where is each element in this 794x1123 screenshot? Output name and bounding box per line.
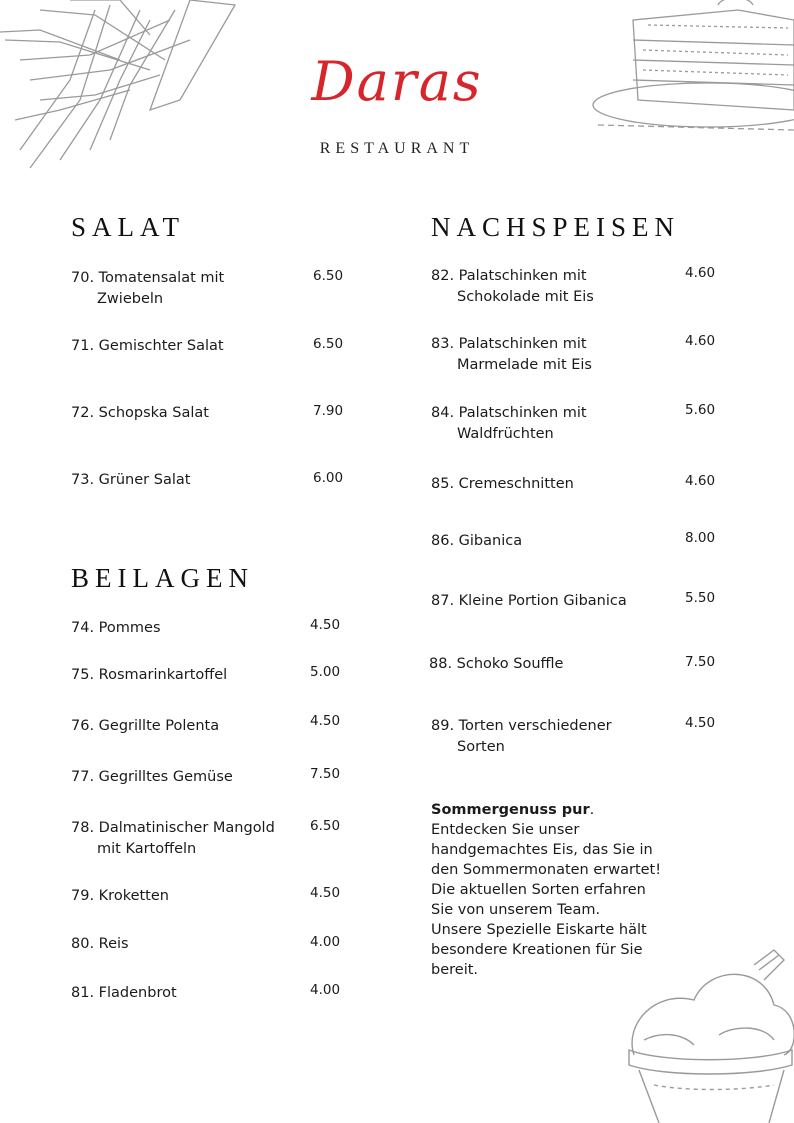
menu-item-price: 5.00	[310, 664, 341, 680]
note-line: bereit.	[431, 962, 479, 978]
menu-item-name: 82. Palatschinken mit	[431, 268, 587, 284]
menu-item-price: 4.00	[310, 982, 341, 998]
note-line: den Sommermonaten erwartet!	[431, 862, 662, 878]
section-title-salat: SALAT	[71, 212, 186, 242]
note-period: .	[589, 802, 595, 818]
menu-item-price: 4.00	[310, 934, 341, 950]
menu-item	[71, 336, 301, 357]
menu-item-name: 88. Schoko Souffle	[429, 656, 564, 672]
note-line: besondere Kreationen für Sie	[431, 942, 643, 958]
restaurant-logo: Daras	[311, 50, 483, 113]
menu-item	[71, 470, 301, 491]
menu-item-name: 79. Kroketten	[71, 888, 169, 904]
menu-item-name: 72. Schopska Salat	[71, 405, 209, 421]
menu-item-name: 70. Tomatensalat mit	[71, 270, 225, 286]
summer-note	[431, 800, 691, 980]
menu-item-name-line2: Zwiebeln	[97, 291, 164, 307]
menu-item-price: 4.50	[310, 617, 341, 633]
menu-item-name-line2: Waldfrüchten	[457, 426, 554, 442]
menu-item-name: 77. Gegrilltes Gemüse	[71, 769, 233, 785]
menu-item-price: 6.50	[313, 336, 344, 352]
menu-item	[429, 654, 674, 675]
menu-item	[431, 716, 676, 758]
menu-item-name-line2: mit Kartoffeln	[97, 841, 197, 857]
note-line: Unsere Spezielle Eiskarte hält	[431, 922, 647, 938]
menu-item	[71, 268, 301, 310]
note-bold: Sommergenuss pur	[431, 802, 590, 818]
menu-item-price: 4.50	[685, 715, 716, 731]
note-line: handgemachtes Eis, das Sie in	[431, 842, 653, 858]
menu-item	[71, 716, 301, 737]
restaurant-subtitle: RESTAURANT	[319, 140, 475, 157]
menu-item-price: 7.50	[310, 766, 341, 782]
menu-item	[71, 886, 301, 907]
menu-item-name: 87. Kleine Portion Gibanica	[431, 593, 627, 609]
menu-item-name-line2: Sorten	[457, 739, 505, 755]
menu-item-price: 6.00	[313, 470, 344, 486]
menu-item-price: 4.50	[310, 713, 341, 729]
menu-item-price: 8.00	[685, 530, 716, 546]
menu-item	[71, 403, 301, 424]
menu-item-price: 4.60	[685, 333, 716, 349]
menu-item	[71, 665, 301, 686]
menu-item-name: 71. Gemischter Salat	[71, 338, 224, 354]
section-title-nachspeisen: NACHSPEISEN	[431, 212, 681, 242]
menu-item	[431, 474, 676, 495]
menu-item-price: 6.50	[310, 818, 341, 834]
menu-item-name: 78. Dalmatinischer Mangold	[71, 820, 275, 836]
menu-item-price: 4.60	[685, 265, 716, 281]
note-headline	[431, 800, 691, 820]
menu-item-price: 7.90	[313, 403, 344, 419]
menu-item-price: 7.50	[685, 654, 716, 670]
menu-item	[431, 591, 676, 612]
menu-item	[431, 266, 676, 308]
menu-item-name: 85. Cremeschnitten	[431, 476, 574, 492]
menu-item-price: 6.50	[313, 268, 344, 284]
menu-item	[431, 531, 676, 552]
section-title-beilagen: BEILAGEN	[71, 563, 254, 593]
menu-item-name: 86. Gibanica	[431, 533, 523, 549]
menu-item-name: 80. Reis	[71, 936, 129, 952]
menu-item	[431, 403, 676, 445]
note-line: Die aktuellen Sorten erfahren	[431, 882, 646, 898]
menu-item-name: 73. Grüner Salat	[71, 472, 191, 488]
note-line: Sie von unserem Team.	[431, 902, 601, 918]
menu-item-name-line2: Marmelade mit Eis	[457, 357, 592, 373]
menu-item-name: 74. Pommes	[71, 620, 161, 636]
menu-item-price: 4.50	[310, 885, 341, 901]
note-line: Entdecken Sie unser	[431, 822, 580, 838]
menu-item	[71, 934, 301, 955]
menu-item	[71, 983, 301, 1004]
menu-item	[431, 334, 676, 376]
menu-item-name-line2: Schokolade mit Eis	[457, 289, 594, 305]
menu-item-name: 83. Palatschinken mit	[431, 336, 587, 352]
menu-item-name: 84. Palatschinken mit	[431, 405, 587, 421]
menu-item	[71, 818, 301, 860]
menu-item-price: 5.60	[685, 402, 716, 418]
menu-item	[71, 767, 301, 788]
menu-item	[71, 618, 301, 639]
menu-item-name: 76. Gegrillte Polenta	[71, 718, 220, 734]
menu-item-price: 4.60	[685, 473, 716, 489]
menu-item-name: 81. Fladenbrot	[71, 985, 177, 1001]
menu-item-name: 89. Torten verschiedener	[431, 718, 612, 734]
menu-item-price: 5.50	[685, 590, 716, 606]
menu-item-name: 75. Rosmarinkartoffel	[71, 667, 228, 683]
